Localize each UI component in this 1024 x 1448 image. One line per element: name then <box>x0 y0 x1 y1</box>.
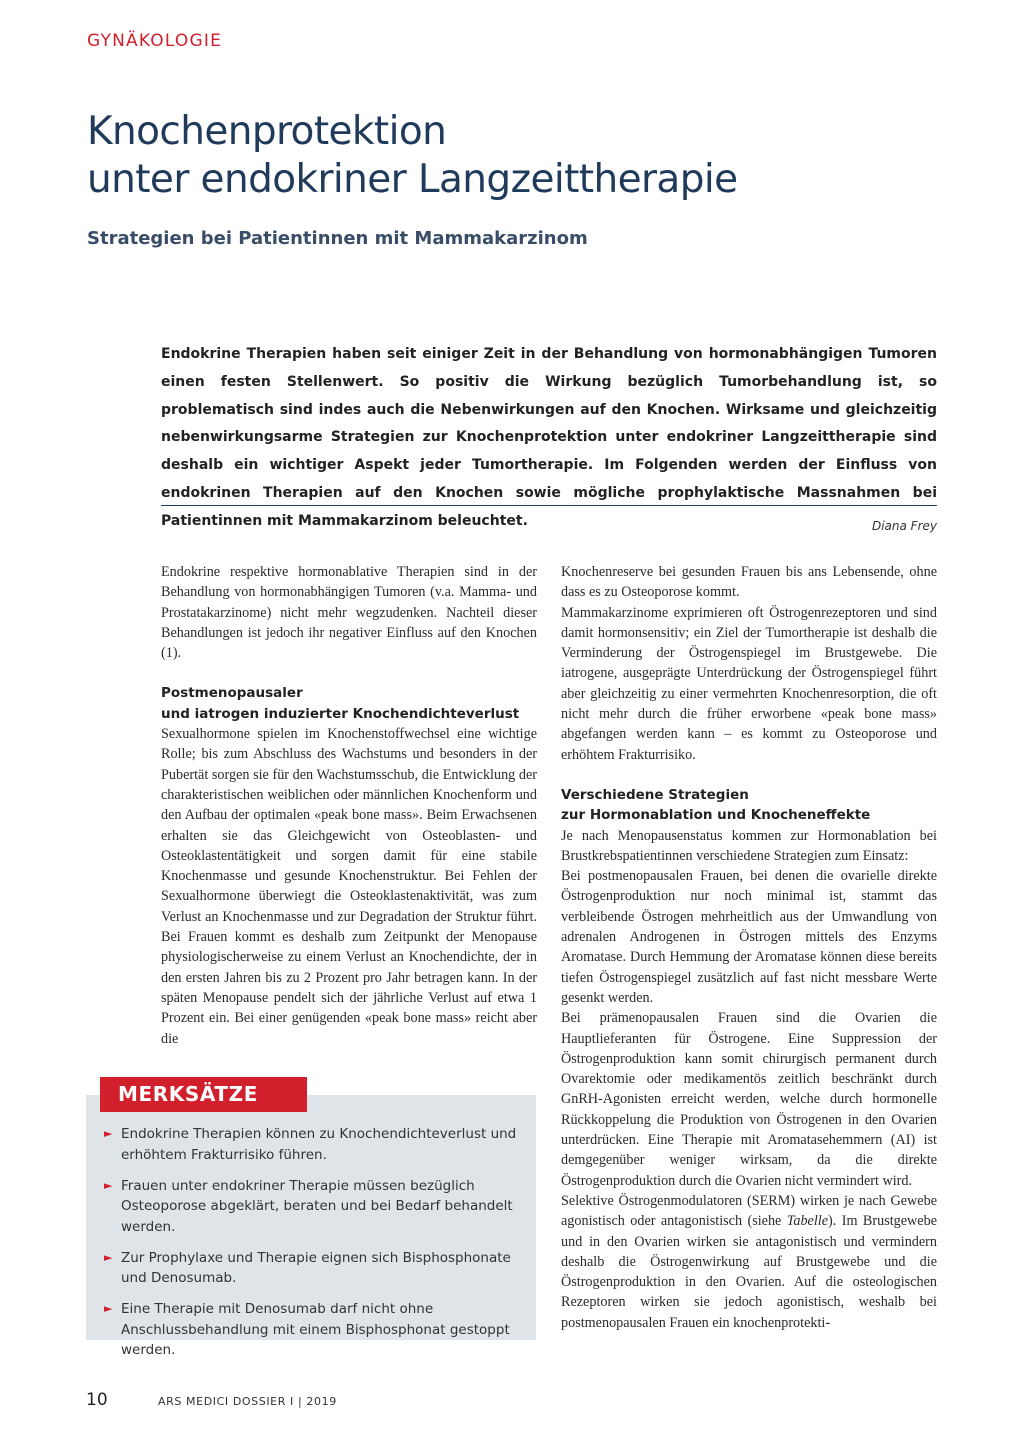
section-heading-2-line-2: zur Hormonablation und Knocheneffekte <box>561 807 871 824</box>
body-paragraph: Bei prämenopausalen Frauen sind die Ovarien die Hauptlieferanten für Östrogene. Eine Suppression der Östrogenproduktion kann somit chirurgisch permanent durch Ovarektomie oder medikamentös zeitlich beschränkt durch GnRH-Agonisten erreicht werden, welche durch hormonelle Rückkoppelung die Produktion von Östrogenen in den Ovarien unterdrücken. Eine Therapie mit Aromatasehemmern (AI) ist demgegenüber weniger wirksam, da die direkte Östrogenproduktion durch die Ovarien nicht vermindert wird. <box>561 1010 937 1189</box>
page-number: 10 <box>86 1390 108 1410</box>
article-subtitle: Strategien bei Patientinnen mit Mammakarzinom <box>87 228 588 249</box>
journal-footer: ARS MEDICI DOSSIER I | 2019 <box>158 1395 337 1408</box>
right-column <box>561 562 937 1333</box>
section-heading-2 <box>561 785 937 826</box>
section-label: GYNÄKOLOGIE <box>87 31 223 51</box>
title-line-1: Knochenprotektion <box>87 109 447 154</box>
table-reference: Tabelle <box>786 1213 829 1230</box>
list-item <box>104 1124 524 1165</box>
merksaetze-title: MERKSÄTZE <box>100 1077 307 1112</box>
left-column <box>161 562 537 1049</box>
triangle-right-icon: ► <box>104 1250 113 1264</box>
merksaetze-list <box>104 1124 524 1371</box>
list-item-text: Frauen unter endokriner Therapie müssen bezüglich Osteoporose abgeklärt, beraten und bei Bedarf behandelt werden. <box>121 1177 513 1235</box>
text-run: Selektive Östrogenmodulatoren (SERM) wirken je nach Gewebe agonistisch oder antagonistisch (siehe <box>561 1192 937 1230</box>
triangle-right-icon: ► <box>104 1127 113 1140</box>
list-item-text: Endokrine Therapien können zu Knochendichteverlust und erhöhtem Frakturrisiko führen. <box>121 1126 517 1163</box>
lead-divider <box>161 505 937 506</box>
lead-paragraph: Endokrine Therapien haben seit einiger Zeit in der Behandlung von hormonabhängigen Tumoren einen festen Stellenwert. So positiv die Wirkung bezüglich Tumorbehandlung ist, so problematisch sind indes auch die Nebenwirkungen auf den Knochen. Wirksame und gleichzeitig nebenwirkungsarme Strategien zur Knochenprotektion unter endokriner Langzeittherapie sind deshalb ein wichtiger Aspekt jeder Tumortherapie. Im Folgenden werden der Einfluss von endokrinen Therapien auf den Knochen sowie mögliche prophylaktische Massnahmen bei Patientinnen mit Mammakarzinom beleuchtet. <box>161 346 937 529</box>
intro-paragraph: Endokrine respektive hormonablative Therapien sind in der Behandlung von hormonabhängigen Tumoren (v.a. Mamma- und Prostatakarzinome) nicht mehr wegzudenken. Nachteil dieser Behandlungen ist jedoch ihr negativer Einfluss auf den Knochen (1). <box>161 564 537 662</box>
section-heading-2-line-1: Verschiedene Strategien <box>561 786 749 803</box>
list-item <box>104 1299 524 1361</box>
section-heading-1 <box>161 683 537 724</box>
section-heading-1-line-2: und iatrogen induzierter Knochendichteverlust <box>161 705 520 722</box>
author-name: Diana Frey <box>871 519 937 533</box>
list-item <box>104 1176 524 1238</box>
list-item-text: Eine Therapie mit Denosumab darf nicht ohne Anschlussbehandlung mit einem Bisphosphonat gestoppt werden. <box>121 1301 510 1358</box>
title-line-2: unter endokriner Langzeittherapie <box>87 157 738 202</box>
triangle-right-icon: ► <box>104 1178 113 1192</box>
body-paragraph: Mammakarzinome exprimieren oft Östrogenrezeptoren und sind damit hormonsensitiv; ein Ziel der Tumortherapie ist deshalb die Verminderung der Östrogenspiegel im Brustgewebe. Die iatrogene, ausgeprägte Unterdrückung der Östrogenspiegel führt aber gleichzeitig zu einer vermehrten Knochenresorption, die oft nicht mehr durch die früher erworbene «peak bone mass» abgefangen werden kann – es kommt zu Osteoporose und erhöhtem Frakturrisiko. <box>561 604 937 763</box>
triangle-right-icon: ► <box>104 1302 113 1315</box>
list-item <box>104 1248 524 1289</box>
article-title <box>87 108 947 204</box>
body-paragraph: Sexualhormone spielen im Knochenstoffwechsel eine wichtige Rolle; bis zum Abschluss des Wachstums und besonders in der Pubertät sorgen sie für den Wachstumsschub, die Entwicklung der charakteristischen weiblichen oder männlichen Knochenform und den Aufbau der optimalen «peak bone mass». Beim Erwachsenen erhalten sie das Gleichgewicht von Osteoblasten- und Osteoklastentätigkeit und sorgen damit für eine stabile Knochenmasse und gesunde Knochenstruktur. Bei Fehlen der Sexualhormone überwiegt die Osteoklastenaktivität, was zum Verlust an Knochenmasse und zur Degradation der Struktur führt. Bei Frauen kommt es deshalb zum Zeitpunkt der Menopause physiologischerweise zu einem Verlust an Knochendichte, der in den ersten Jahren bis zu 2 Prozent pro Jahr betragen kann. In der späten Menopause pendelt sich der jährliche Verlust auf etwa 1 Prozent ein. Bei einer genügenden «peak bone mass» reicht aber die <box>161 726 537 1047</box>
body-paragraph: Knochenreserve bei gesunden Frauen bis ans Lebensende, ohne dass es zu Osteoporose kommt. <box>561 564 937 601</box>
body-paragraph <box>561 1191 937 1333</box>
section-heading-1-line-1: Postmenopausaler <box>161 685 303 702</box>
body-paragraph: Je nach Menopausenstatus kommen zur Hormonablation bei Brustkrebspatientinnen verschiedene Strategien zum Einsatz: <box>561 827 937 864</box>
list-item-text: Zur Prophylaxe und Therapie eignen sich Bisphosphonate und Denosumab. <box>121 1249 511 1286</box>
text-run: ). Im Brustgewebe und in den Ovarien wirken sie antagonistisch und vermindern deshalb die Östrogenwirkung auf Brustgewebe und die Östrogenproduktion in den Ovarien. Auf die osteologischen Rezeptoren wirken sie jedoch agonistisch, weshalb bei postmenopausalen Frauen ein knochenprotekti- <box>561 1213 937 1331</box>
body-paragraph: Bei postmenopausalen Frauen, bei denen die ovarielle direkte Östrogenproduktion nur noch minimal ist, stammt das verbleibende Östrogen mehrheitlich aus der Umwandlung von adrenalen Androgenen in Östrogen mittels des Enzyms Aromatase. Durch Hemmung der Aromatase können diese bereits tiefen Östrogenspiegel zusätzlich auf fast nicht messbare Werte gesenkt werden. <box>561 868 937 1006</box>
